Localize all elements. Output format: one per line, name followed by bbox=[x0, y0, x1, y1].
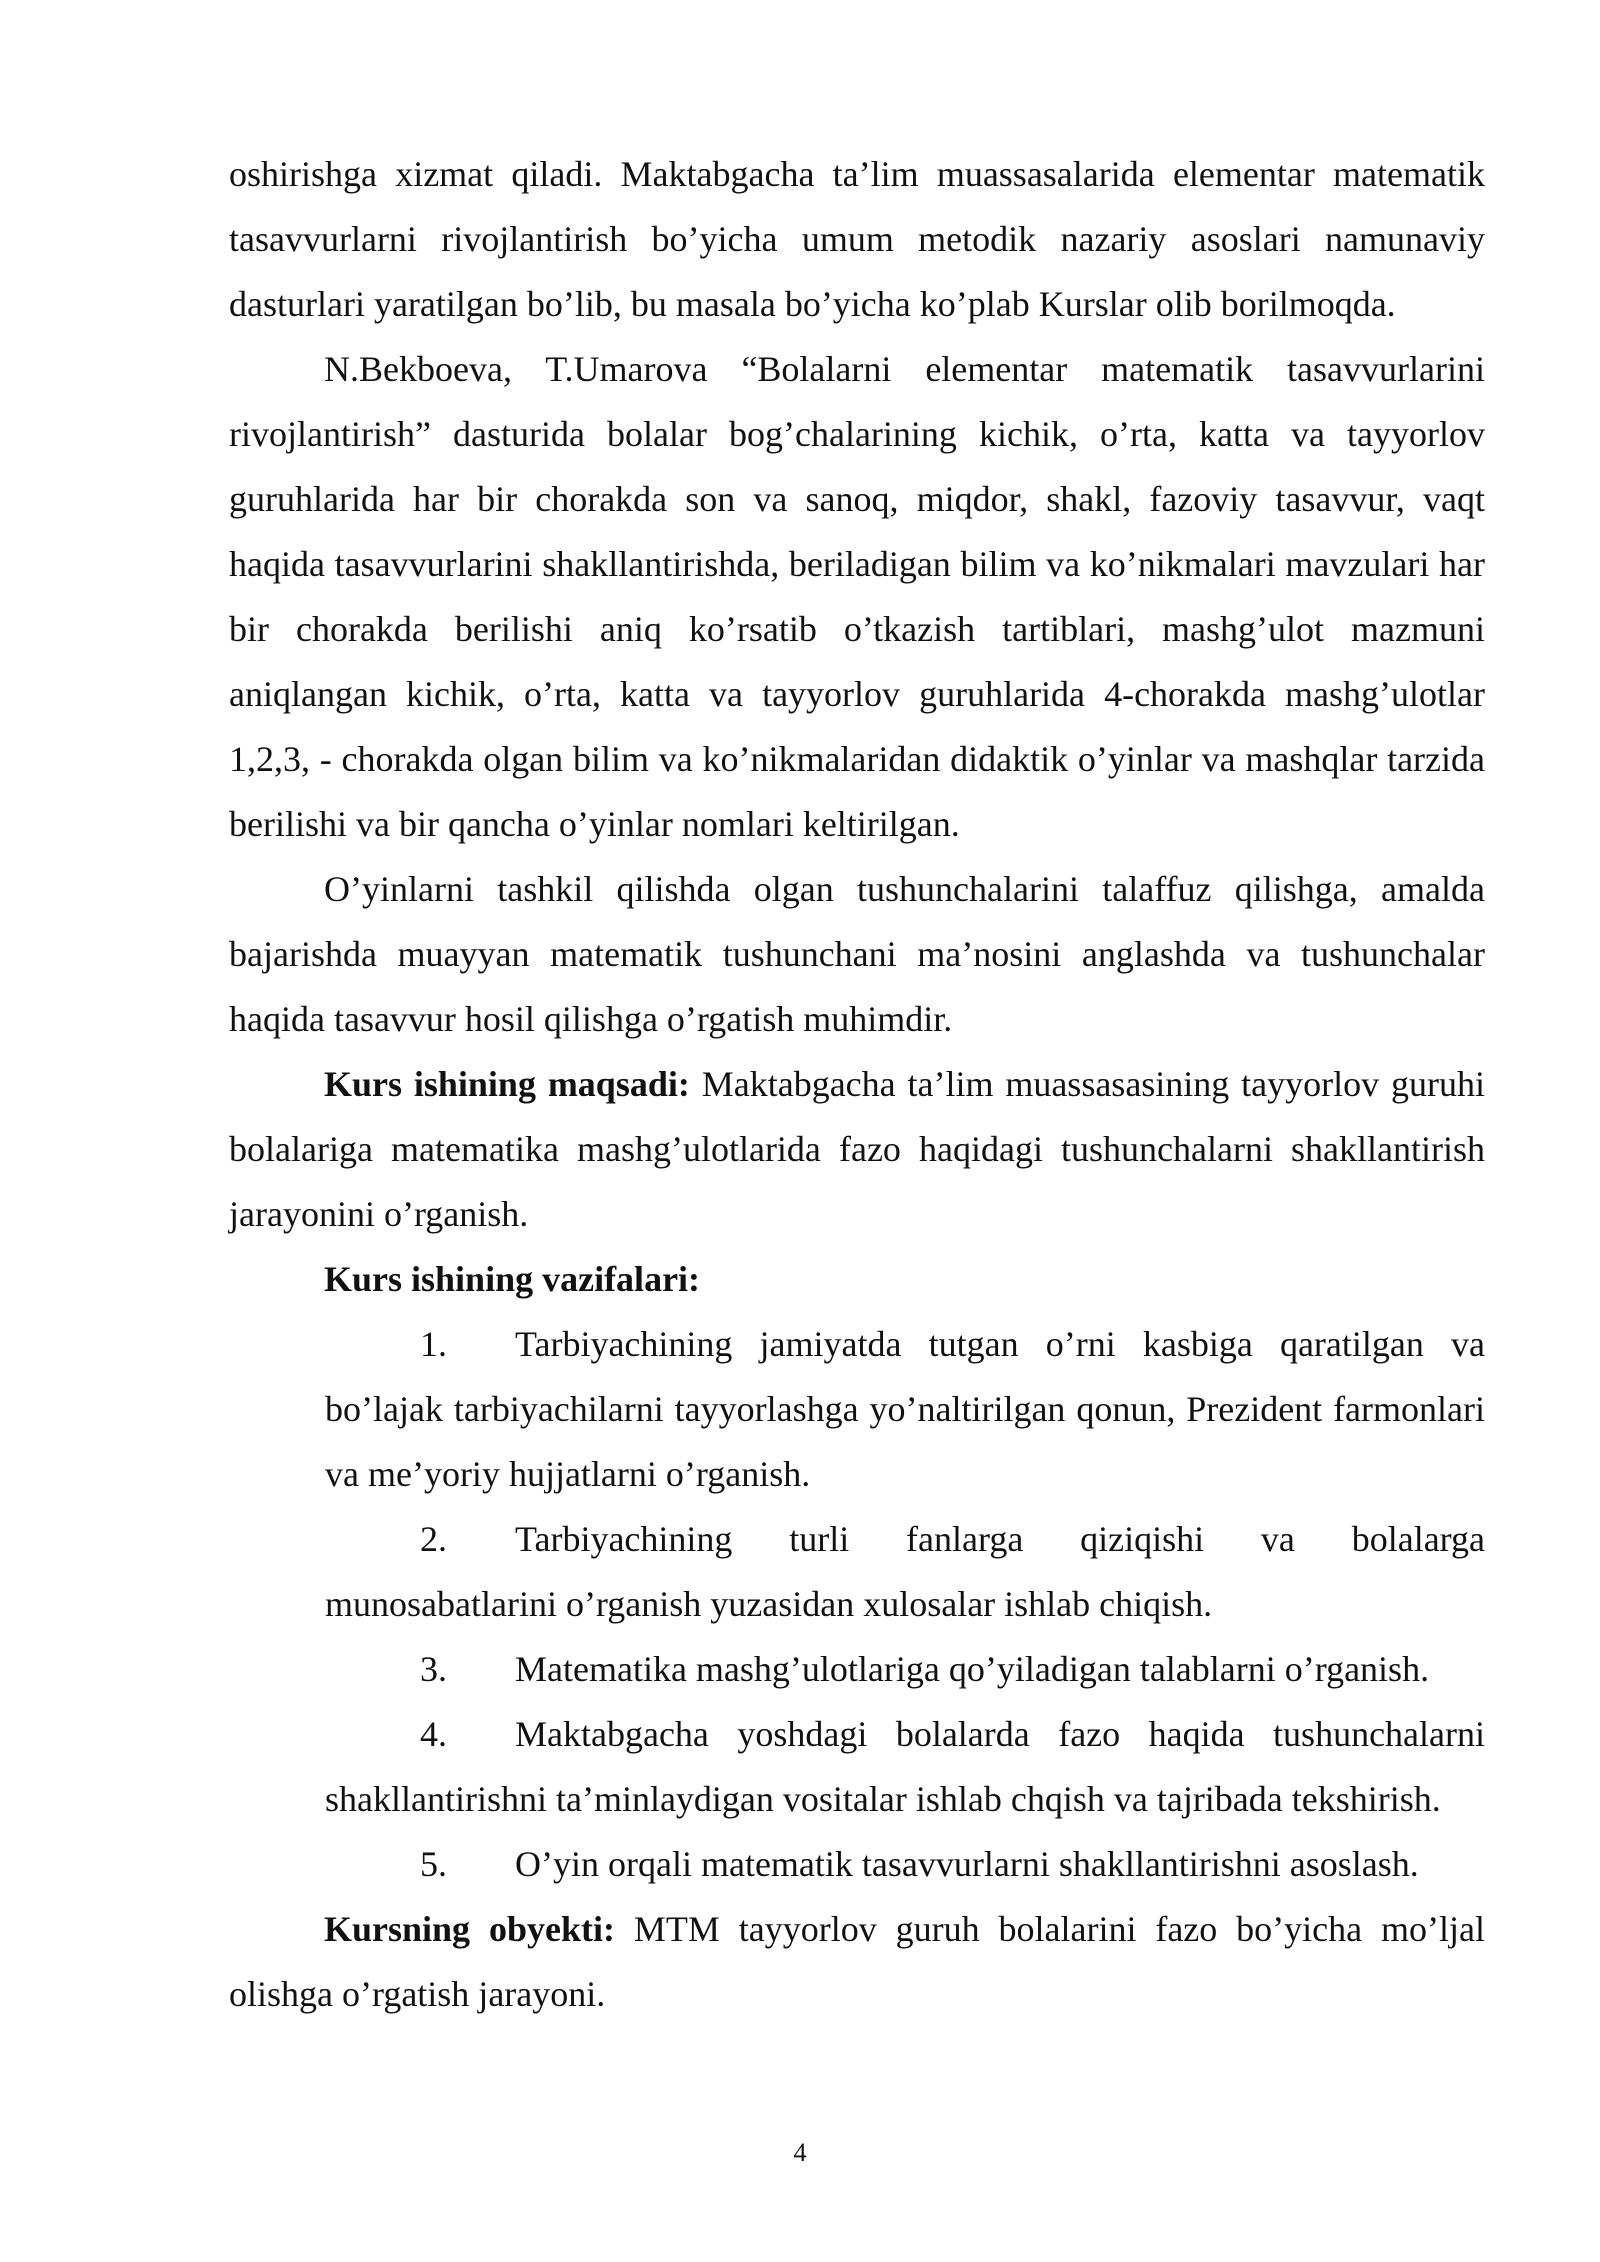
goal-paragraph bbox=[229, 1052, 1485, 1247]
list-item bbox=[325, 1507, 1485, 1637]
paragraph-program: N.Bekboeva, T.Umarova “Bolalarni elementar matematik tasavvurlarini rivojlantirish” dasturida bolalar bog’chalarining kichik, o’rta, katta va tayyorlov guruhlarida har bir chorakda son va sanoq, miqdor, shakl, fazoviy tasavvur, vaqt haqida tasavvurlarini shakllantirishda, beriladigan bilim va ko’nikmalari mavzulari har bir chorakda berilishi aniq ko’rsatib o’tkazish tartiblari, mashg’ulot mazmuni aniqlangan kichik, o’rta, katta va tayyorlov guruhlarida 4-chorakda mashg’ulotlar 1,2,3, - chorakda olgan bilim va ko’nikmalaridan didaktik o’yinlar va mashqlar tarzida berilishi va bir qancha o’yinlar nomlari keltirilgan. bbox=[229, 349, 1485, 844]
list-item-text: O’yin orqali matematik tasavvurlarni shakllantirishni asoslash. bbox=[515, 1844, 1419, 1884]
list-item-number: 3. bbox=[420, 1649, 447, 1689]
paragraph-intro: oshirishga xizmat qiladi. Maktabgacha ta’lim muassasalarida elementar matematik tasavvurlarni rivojlantirish bo’yicha umum metodik nazariy asoslari namunaviy dasturlari yaratilgan bo’lib, bu masala bo’yicha ko’plab Kurslar olib borilmoqda. bbox=[229, 154, 1485, 324]
list-item-number: 1. bbox=[420, 1324, 447, 1364]
list-item-text: Maktabgacha yoshdagi bolalarda fazo haqida tushunchalarni shakllantirishni ta’minlaydigan vositalar ishlab chqish va tajribada tekshirish. bbox=[325, 1714, 1485, 1819]
list-item bbox=[325, 1637, 1485, 1702]
object-label: Kursning obyekti: bbox=[324, 1909, 615, 1949]
object-text: MTM tayyorlov guruh bolalarini fazo bo’yicha mo’ljal olishga o’rgatish jarayoni. bbox=[229, 1909, 1485, 2014]
object-paragraph bbox=[229, 1897, 1485, 2027]
list-item-number: 5. bbox=[420, 1844, 447, 1884]
tasks-heading: Kurs ishining vazifalari: bbox=[324, 1259, 701, 1299]
list-item-text: Tarbiyachining jamiyatda tutgan o’rni kasbiga qaratilgan va bo’lajak tarbiyachilarni tayyorlashga yo’naltirilgan qonun, Prezident farmonlari va me’yoriy hujjatlarni o’rganish. bbox=[325, 1324, 1485, 1494]
list-item-text: Tarbiyachining turli fanlarga qiziqishi va bolalarga munosabatlarini o’rganish yuzasidan xulosalar ishlab chiqish. bbox=[325, 1519, 1485, 1624]
document-page bbox=[229, 142, 1485, 2027]
list-item-text: Matematika mashg’ulotlariga qo’yiladigan talablarni o’rganish. bbox=[515, 1649, 1430, 1689]
list-item bbox=[325, 1312, 1485, 1507]
goal-text: Maktabgacha ta’lim muassasasining tayyorlov guruhi bolalariga matematika mashg’ulotlarida fazo haqidagi tushunchalarni shakllantirish jarayonini o’rganish. bbox=[229, 1064, 1485, 1234]
list-item bbox=[325, 1702, 1485, 1832]
list-item-number: 4. bbox=[420, 1714, 447, 1754]
list-item bbox=[325, 1832, 1485, 1897]
tasks-list bbox=[229, 1312, 1485, 1897]
goal-label: Kurs ishining maqsadi: bbox=[324, 1064, 690, 1104]
paragraph-games: O’yinlarni tashkil qilishda olgan tushunchalarini talaffuz qilishga, amalda bajarishda muayyan matematik tushunchani ma’nosini anglashda va tushunchalar haqida tasavvur hosil qilishga o’rgatish muhimdir. bbox=[229, 869, 1485, 1039]
list-item-number: 2. bbox=[420, 1519, 447, 1559]
page-number: 4 bbox=[793, 2138, 807, 2167]
